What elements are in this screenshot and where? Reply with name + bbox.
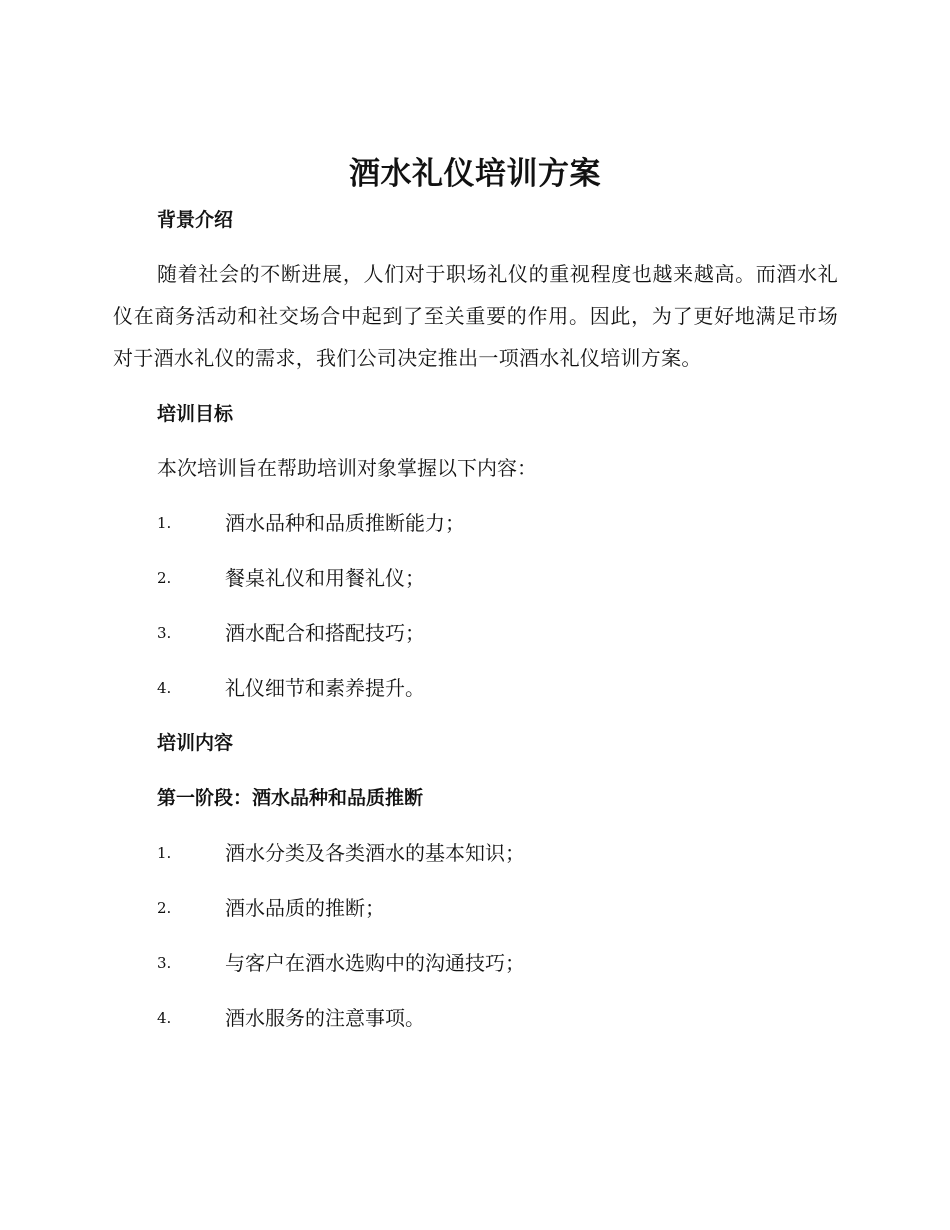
list-number: 2. — [157, 569, 172, 587]
list-item-text: 酒水配合和搭配技巧； — [225, 621, 425, 645]
page-title: 酒水礼仪培训方案 — [349, 156, 601, 192]
goals-heading: 培训目标 — [157, 403, 234, 425]
list-item-text: 酒水服务的注意事项。 — [225, 1006, 425, 1030]
list-number: 3. — [157, 624, 172, 642]
list-number: 3. — [157, 954, 172, 972]
background-heading: 背景介绍 — [157, 209, 234, 231]
goal-list-item — [157, 618, 837, 648]
goal-list-item — [157, 563, 837, 593]
list-number: 4. — [157, 1009, 172, 1027]
list-number: 1. — [157, 844, 172, 862]
background-paragraph: 随着社会的不断进展，人们对于职场礼仪的重视程度也越来越高。而酒水礼仪在商务活动和社交场合中起到了至关重要的作用。因此，为了更好地满足市场对于酒水礼仪的需求，我们公司决定推出一项酒水礼仪培训方案。 — [113, 262, 838, 370]
content-heading: 培训内容 — [157, 732, 234, 754]
list-item-text: 酒水品质的推断； — [225, 896, 385, 920]
stage1-list-item — [157, 893, 837, 923]
stage1-list-item — [157, 948, 837, 978]
list-number: 2. — [157, 899, 172, 917]
stage1-list-item — [157, 838, 837, 868]
goal-list-item — [157, 508, 837, 538]
goals-intro: 本次培训旨在帮助培训对象掌握以下内容： — [157, 456, 537, 480]
list-item-text: 酒水品种和品质推断能力； — [225, 511, 465, 535]
list-item-text: 餐桌礼仪和用餐礼仪； — [225, 566, 425, 590]
list-number: 1. — [157, 514, 172, 532]
list-item-text: 礼仪细节和素养提升。 — [225, 676, 425, 700]
list-item-text: 酒水分类及各类酒水的基本知识； — [225, 841, 525, 865]
stage1-heading: 第一阶段：酒水品种和品质推断 — [157, 787, 424, 809]
stage1-list-item — [157, 1003, 837, 1033]
list-number: 4. — [157, 679, 172, 697]
goal-list-item — [157, 673, 837, 703]
list-item-text: 与客户在酒水选购中的沟通技巧； — [225, 951, 525, 975]
